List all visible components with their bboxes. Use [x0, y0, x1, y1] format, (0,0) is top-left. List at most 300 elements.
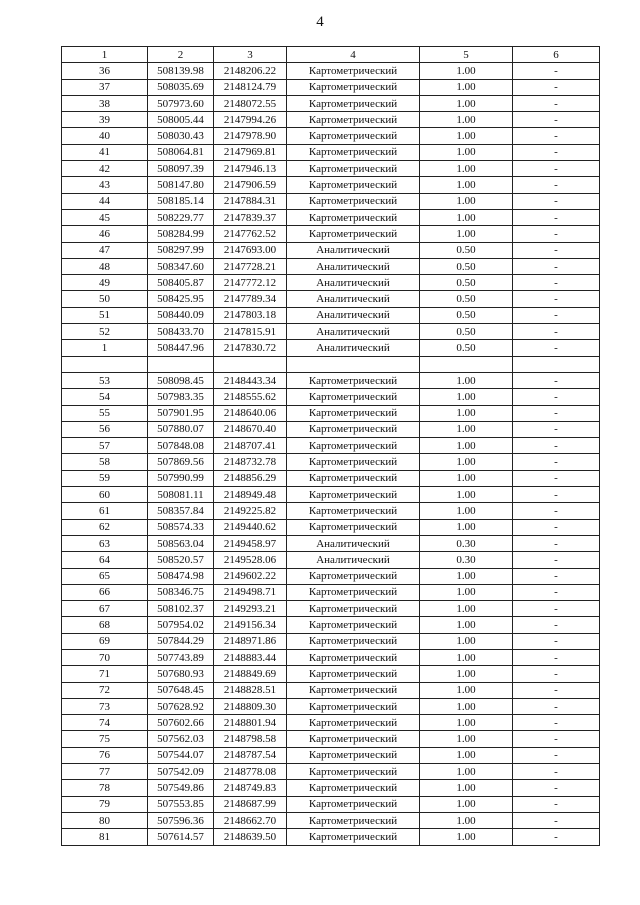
table-cell: 0.50 — [420, 258, 513, 274]
table-cell: Картометрический — [287, 568, 420, 584]
table-row — [62, 698, 600, 714]
table-cell: 0.50 — [420, 275, 513, 291]
table-cell: Картометрический — [287, 193, 420, 209]
table-cell: Аналитический — [287, 291, 420, 307]
table-row — [62, 258, 600, 274]
table-cell: 0.50 — [420, 340, 513, 356]
table-cell: 2148787.54 — [214, 747, 287, 763]
table-cell: 507562.03 — [148, 731, 214, 747]
table-cell: 1.00 — [420, 568, 513, 584]
table-cell: Картометрический — [287, 372, 420, 388]
table-cell: 56 — [62, 421, 148, 437]
table-cell: - — [513, 389, 600, 405]
table-cell: 2148687.99 — [214, 796, 287, 812]
table-cell: - — [513, 340, 600, 356]
table-cell: Картометрический — [287, 454, 420, 470]
table-row — [62, 340, 600, 356]
table-cell: 79 — [62, 796, 148, 812]
table-cell: 77 — [62, 764, 148, 780]
table-cell: 2149528.06 — [214, 552, 287, 568]
table-header-row — [62, 47, 600, 63]
table-cell: Картометрический — [287, 829, 420, 845]
table-cell: Картометрический — [287, 128, 420, 144]
table-cell: Картометрический — [287, 144, 420, 160]
table-cell: 1.00 — [420, 209, 513, 225]
table-cell: 2149458.97 — [214, 535, 287, 551]
table-cell: 1.00 — [420, 112, 513, 128]
table-row — [62, 503, 600, 519]
table-cell: 1.00 — [420, 682, 513, 698]
table-cell: Картометрический — [287, 405, 420, 421]
table-cell: 508102.37 — [148, 601, 214, 617]
table-row — [62, 829, 600, 845]
table-cell: 507544.07 — [148, 747, 214, 763]
table-cell: 2148732.78 — [214, 454, 287, 470]
table-cell: 1.00 — [420, 503, 513, 519]
table-cell: 1.00 — [420, 487, 513, 503]
table-cell: 50 — [62, 291, 148, 307]
table-row — [62, 731, 600, 747]
table-cell: 508425.95 — [148, 291, 214, 307]
table-cell: 1.00 — [420, 405, 513, 421]
table-cell: 2148206.22 — [214, 63, 287, 79]
table-cell: Картометрический — [287, 161, 420, 177]
table-cell: Картометрический — [287, 112, 420, 128]
table-row — [62, 715, 600, 731]
table-cell: - — [513, 796, 600, 812]
table-cell: Аналитический — [287, 258, 420, 274]
table-cell: 1.00 — [420, 79, 513, 95]
table-cell: 508357.84 — [148, 503, 214, 519]
table-cell: 0.50 — [420, 324, 513, 340]
table-cell: 2147906.59 — [214, 177, 287, 193]
table-cell: Аналитический — [287, 535, 420, 551]
table-cell: 2148749.83 — [214, 780, 287, 796]
table-cell: - — [513, 715, 600, 731]
table-cell: 508147.80 — [148, 177, 214, 193]
table-cell: 507990.99 — [148, 470, 214, 486]
table-cell: 2148949.48 — [214, 487, 287, 503]
table-row — [62, 812, 600, 828]
table-row — [62, 112, 600, 128]
table-cell: - — [513, 209, 600, 225]
table-row — [62, 242, 600, 258]
table-row — [62, 601, 600, 617]
table-cell: 40 — [62, 128, 148, 144]
table-cell: 2148662.70 — [214, 812, 287, 828]
table-cell: 71 — [62, 666, 148, 682]
table-cell: - — [513, 584, 600, 600]
table-cell: 508229.77 — [148, 209, 214, 225]
table-cell: 2148639.50 — [214, 829, 287, 845]
table-cell: 1.00 — [420, 144, 513, 160]
table-cell: 508405.87 — [148, 275, 214, 291]
table-row — [62, 633, 600, 649]
table-cell: Картометрический — [287, 389, 420, 405]
table-cell — [513, 356, 600, 372]
table-cell: 1.00 — [420, 438, 513, 454]
table-cell: 1.00 — [420, 519, 513, 535]
table-cell: Картометрический — [287, 601, 420, 617]
table-row — [62, 649, 600, 665]
table-cell: - — [513, 552, 600, 568]
table-cell: 507848.08 — [148, 438, 214, 454]
table-cell: Аналитический — [287, 324, 420, 340]
table-cell: 1.00 — [420, 584, 513, 600]
table-row — [62, 324, 600, 340]
table-cell: Картометрический — [287, 682, 420, 698]
table-cell: 51 — [62, 307, 148, 323]
table-cell: 2148778.08 — [214, 764, 287, 780]
table-row — [62, 470, 600, 486]
table-cell: 55 — [62, 405, 148, 421]
table-cell: - — [513, 601, 600, 617]
table-cell: 2147969.81 — [214, 144, 287, 160]
table-cell: - — [513, 633, 600, 649]
column-header: 4 — [287, 47, 420, 63]
table-cell: 508185.14 — [148, 193, 214, 209]
table-cell: 72 — [62, 682, 148, 698]
table-row — [62, 584, 600, 600]
table-cell: Картометрический — [287, 438, 420, 454]
table-cell: 1.00 — [420, 601, 513, 617]
table-row — [62, 226, 600, 242]
coordinates-table — [61, 46, 600, 846]
table-cell: Картометрический — [287, 470, 420, 486]
table-cell: 1.00 — [420, 698, 513, 714]
table-cell: - — [513, 324, 600, 340]
table-cell: 1.00 — [420, 161, 513, 177]
table-cell: - — [513, 438, 600, 454]
table-cell: - — [513, 405, 600, 421]
table-cell: - — [513, 161, 600, 177]
table-cell: - — [513, 764, 600, 780]
table-row — [62, 780, 600, 796]
table-row — [62, 291, 600, 307]
table-cell: - — [513, 666, 600, 682]
table-cell: 1.00 — [420, 470, 513, 486]
table-cell: - — [513, 535, 600, 551]
table-cell — [420, 356, 513, 372]
table-row — [62, 535, 600, 551]
table-cell: - — [513, 63, 600, 79]
table-cell: 1.00 — [420, 63, 513, 79]
table-cell: Картометрический — [287, 226, 420, 242]
table-row — [62, 356, 600, 372]
table-row — [62, 666, 600, 682]
table-cell: 45 — [62, 209, 148, 225]
table-row — [62, 63, 600, 79]
table-cell: 76 — [62, 747, 148, 763]
table-cell: 57 — [62, 438, 148, 454]
table-cell: 74 — [62, 715, 148, 731]
table-cell: 1.00 — [420, 421, 513, 437]
table-cell: 36 — [62, 63, 148, 79]
table-cell: - — [513, 780, 600, 796]
table-cell: Картометрический — [287, 812, 420, 828]
table-cell: 507880.07 — [148, 421, 214, 437]
table-cell — [62, 356, 148, 372]
table-cell: - — [513, 258, 600, 274]
table-cell: Аналитический — [287, 275, 420, 291]
table-cell: 2148124.79 — [214, 79, 287, 95]
table-cell: 2147693.00 — [214, 242, 287, 258]
table-cell: 1.00 — [420, 372, 513, 388]
table-row — [62, 389, 600, 405]
table-cell: Картометрический — [287, 519, 420, 535]
table-cell: 2147994.26 — [214, 112, 287, 128]
table-cell: 508064.81 — [148, 144, 214, 160]
table-cell: 42 — [62, 161, 148, 177]
table-cell: 0.50 — [420, 242, 513, 258]
table-cell: 2147884.31 — [214, 193, 287, 209]
table-cell: 2147830.72 — [214, 340, 287, 356]
table-cell: Аналитический — [287, 307, 420, 323]
table-cell: 68 — [62, 617, 148, 633]
table-cell: - — [513, 128, 600, 144]
table-cell: 0.30 — [420, 552, 513, 568]
table-cell: Аналитический — [287, 340, 420, 356]
table-cell: 2147789.34 — [214, 291, 287, 307]
table-cell: Картометрический — [287, 666, 420, 682]
table-cell: 48 — [62, 258, 148, 274]
table-row — [62, 487, 600, 503]
table-cell: - — [513, 617, 600, 633]
table-cell: - — [513, 470, 600, 486]
table-cell: 80 — [62, 812, 148, 828]
table-cell: Картометрический — [287, 79, 420, 95]
table-cell: 2147815.91 — [214, 324, 287, 340]
table-cell: 47 — [62, 242, 148, 258]
table-cell: 46 — [62, 226, 148, 242]
table-row — [62, 275, 600, 291]
table-cell: 2148670.40 — [214, 421, 287, 437]
table-cell: 507553.85 — [148, 796, 214, 812]
table-cell: 507844.29 — [148, 633, 214, 649]
table-cell: 2148828.51 — [214, 682, 287, 698]
table-cell: 2148971.86 — [214, 633, 287, 649]
table-cell: 2147946.13 — [214, 161, 287, 177]
table-cell: 2148856.29 — [214, 470, 287, 486]
table-cell: 81 — [62, 829, 148, 845]
table-cell: 61 — [62, 503, 148, 519]
table-cell: 2149156.34 — [214, 617, 287, 633]
column-header: 3 — [214, 47, 287, 63]
table-cell — [287, 356, 420, 372]
table-cell: - — [513, 682, 600, 698]
table-cell: 2149440.62 — [214, 519, 287, 535]
table-cell: 1.00 — [420, 177, 513, 193]
table-cell: 507973.60 — [148, 95, 214, 111]
table-cell: 43 — [62, 177, 148, 193]
table-row — [62, 79, 600, 95]
table-row — [62, 438, 600, 454]
table-row — [62, 209, 600, 225]
table-row — [62, 421, 600, 437]
table-cell: Аналитический — [287, 242, 420, 258]
table-cell: - — [513, 568, 600, 584]
table-cell: 58 — [62, 454, 148, 470]
table-cell: 1.00 — [420, 389, 513, 405]
table-cell: 508433.70 — [148, 324, 214, 340]
table-cell: 507542.09 — [148, 764, 214, 780]
table-cell: Картометрический — [287, 487, 420, 503]
table-cell: 508030.43 — [148, 128, 214, 144]
table-cell: - — [513, 112, 600, 128]
table-cell: 2147772.12 — [214, 275, 287, 291]
table-cell: Картометрический — [287, 731, 420, 747]
table-cell: 1.00 — [420, 666, 513, 682]
table-body — [62, 63, 600, 845]
table-cell: 1.00 — [420, 617, 513, 633]
table-cell: 39 — [62, 112, 148, 128]
table-cell: Картометрический — [287, 584, 420, 600]
table-cell: 2149293.21 — [214, 601, 287, 617]
table-cell: 507869.56 — [148, 454, 214, 470]
table-cell: 62 — [62, 519, 148, 535]
table-cell: 2147978.90 — [214, 128, 287, 144]
table-row — [62, 307, 600, 323]
table-cell: 2148640.06 — [214, 405, 287, 421]
table-cell: 508346.75 — [148, 584, 214, 600]
table-cell: 2148883.44 — [214, 649, 287, 665]
table-cell: 507901.95 — [148, 405, 214, 421]
table-cell: 508139.98 — [148, 63, 214, 79]
table-cell: - — [513, 291, 600, 307]
table-cell: Картометрический — [287, 747, 420, 763]
table-cell: 60 — [62, 487, 148, 503]
table-cell: Картометрический — [287, 633, 420, 649]
table-cell: 1 — [62, 340, 148, 356]
table-cell: Картометрический — [287, 698, 420, 714]
table-cell: 1.00 — [420, 193, 513, 209]
table-cell: - — [513, 829, 600, 845]
table-cell: 508447.96 — [148, 340, 214, 356]
table-cell: 41 — [62, 144, 148, 160]
table-cell: Картометрический — [287, 63, 420, 79]
table-cell: 508035.69 — [148, 79, 214, 95]
table-cell: 507983.35 — [148, 389, 214, 405]
table-cell: 2148801.94 — [214, 715, 287, 731]
table-cell: 0.50 — [420, 307, 513, 323]
table-cell: Картометрический — [287, 177, 420, 193]
table-row — [62, 796, 600, 812]
table-cell: 507954.02 — [148, 617, 214, 633]
table-row — [62, 95, 600, 111]
table-cell: 1.00 — [420, 95, 513, 111]
table-cell: 75 — [62, 731, 148, 747]
table-cell: 508563.04 — [148, 535, 214, 551]
table-cell: - — [513, 242, 600, 258]
table-cell: 63 — [62, 535, 148, 551]
table-cell — [214, 356, 287, 372]
table-cell: 2148555.62 — [214, 389, 287, 405]
table-cell: - — [513, 731, 600, 747]
table-cell: Картометрический — [287, 617, 420, 633]
table-cell: 507680.93 — [148, 666, 214, 682]
table-cell: 1.00 — [420, 780, 513, 796]
table-cell: 1.00 — [420, 226, 513, 242]
table-row — [62, 161, 600, 177]
table-cell: 0.30 — [420, 535, 513, 551]
table-cell: - — [513, 421, 600, 437]
table-cell: 508081.11 — [148, 487, 214, 503]
table-cell: Картометрический — [287, 649, 420, 665]
table-cell: 2149225.82 — [214, 503, 287, 519]
table-cell: 1.00 — [420, 128, 513, 144]
table-cell: 54 — [62, 389, 148, 405]
table-cell: 49 — [62, 275, 148, 291]
table-cell: - — [513, 79, 600, 95]
table-cell: 1.00 — [420, 829, 513, 845]
table-cell: 2148809.30 — [214, 698, 287, 714]
table-cell: - — [513, 812, 600, 828]
table-cell: 2148849.69 — [214, 666, 287, 682]
table-cell: - — [513, 698, 600, 714]
table-cell: 507648.45 — [148, 682, 214, 698]
table-cell: 70 — [62, 649, 148, 665]
table-cell: Картометрический — [287, 503, 420, 519]
table-cell: 53 — [62, 372, 148, 388]
table-cell: - — [513, 95, 600, 111]
table-cell: 1.00 — [420, 747, 513, 763]
column-header: 1 — [62, 47, 148, 63]
table-cell: 2147839.37 — [214, 209, 287, 225]
table-cell: 1.00 — [420, 633, 513, 649]
table-cell: - — [513, 372, 600, 388]
table-cell: - — [513, 275, 600, 291]
table-cell: 508098.45 — [148, 372, 214, 388]
table-cell: - — [513, 454, 600, 470]
table-cell: 1.00 — [420, 812, 513, 828]
table-cell: Картометрический — [287, 95, 420, 111]
table-cell: 2149602.22 — [214, 568, 287, 584]
table-cell: 508574.33 — [148, 519, 214, 535]
table-cell: 52 — [62, 324, 148, 340]
page-number: 4 — [316, 14, 324, 30]
table-row — [62, 454, 600, 470]
table-row — [62, 568, 600, 584]
table-row — [62, 552, 600, 568]
table-cell: 67 — [62, 601, 148, 617]
table-cell: 508297.99 — [148, 242, 214, 258]
table-cell: 78 — [62, 780, 148, 796]
table-cell: 508347.60 — [148, 258, 214, 274]
table-cell: Аналитический — [287, 552, 420, 568]
table-cell: 66 — [62, 584, 148, 600]
table-row — [62, 764, 600, 780]
table-cell: Картометрический — [287, 796, 420, 812]
table-cell: Картометрический — [287, 715, 420, 731]
table-cell: Картометрический — [287, 421, 420, 437]
table-cell: 508520.57 — [148, 552, 214, 568]
table-row — [62, 405, 600, 421]
table-cell: 508284.99 — [148, 226, 214, 242]
table-cell: 507628.92 — [148, 698, 214, 714]
table-cell: - — [513, 226, 600, 242]
table-cell: 1.00 — [420, 764, 513, 780]
table-cell: 1.00 — [420, 796, 513, 812]
column-header: 2 — [148, 47, 214, 63]
table-cell: 69 — [62, 633, 148, 649]
table-cell: Картометрический — [287, 209, 420, 225]
table-cell: 508440.09 — [148, 307, 214, 323]
column-header: 6 — [513, 47, 600, 63]
table-cell: - — [513, 487, 600, 503]
table-row — [62, 682, 600, 698]
table-cell: 73 — [62, 698, 148, 714]
table-cell: 508097.39 — [148, 161, 214, 177]
